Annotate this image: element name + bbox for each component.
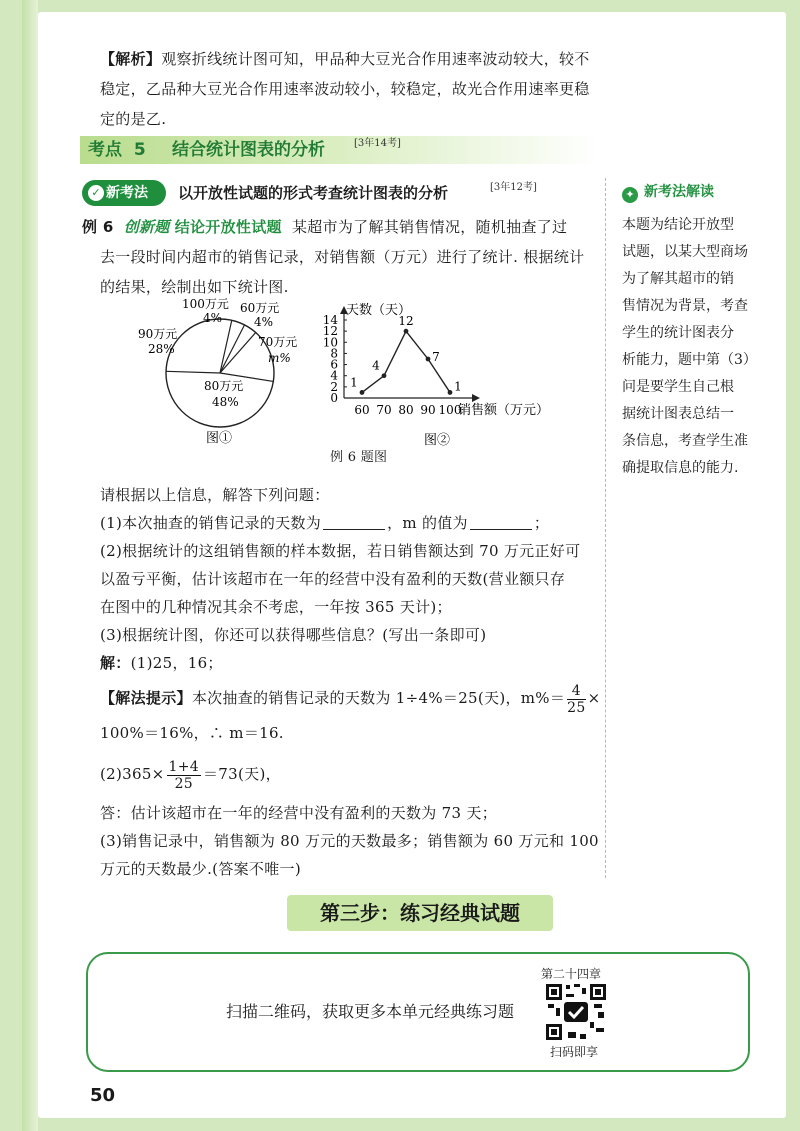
qr-scan-label: 扫码即享 <box>550 1045 599 1059</box>
fraction: $\frac{4}{25}$ <box>567 682 586 716</box>
answer-blank[interactable] <box>323 514 385 530</box>
sidebar-line: 本题为结论开放型 <box>622 217 734 233</box>
x-axis-arrow <box>472 394 480 402</box>
y-tick-label: 14 <box>322 313 338 327</box>
line-point-label: 1 <box>350 375 358 390</box>
check-badge-icon: ✓ <box>88 185 104 201</box>
y-tick-label: 12 <box>322 324 338 339</box>
question-2-line-3: 在图中的几种情况其余不考虑，一年按 365 天计)； <box>100 598 452 616</box>
line-xlabel: 销售额（万元） <box>458 403 550 418</box>
pie-label-100: 100万元 <box>182 297 229 311</box>
example-line-2: 去一段时间内超市的销售记录，对销售额（万元）进行了统计. 根据统计 <box>100 248 585 266</box>
sidebar-text <box>622 212 762 482</box>
pie-value-80: 48% <box>212 395 239 409</box>
line-ylabel: 天数（天） <box>346 303 412 318</box>
new-method-title: 以开放性试题的形式考查统计图表的分析 <box>178 184 449 202</box>
line-point <box>360 390 365 395</box>
sidebar-line: 试题，以某大型商场 <box>622 244 748 260</box>
pie-value-70: m% <box>268 351 291 365</box>
sidebar-line: 析能力，题中第（3） <box>622 352 757 368</box>
x-tick-label: 90 <box>420 403 436 417</box>
sidebar-line: 确提取信息的能力. <box>622 460 739 476</box>
analysis-line-3: 定的是乙. <box>100 110 167 128</box>
sidebar-line: 学生的统计图表分 <box>622 325 734 341</box>
new-method-note: [3年12考] <box>490 182 537 193</box>
question-3: (3)根据统计图，你还可以获得哪些信息？(写出一条即可) <box>100 626 487 644</box>
pie-label-60: 60万元 <box>240 301 280 315</box>
pie-slice-boundary <box>166 371 220 373</box>
y-tick-label: 0 <box>330 391 338 405</box>
pie-label-80: 80万元 <box>204 379 244 393</box>
pie-value-90: 28% <box>148 342 175 356</box>
kaodian-header-bar <box>80 136 600 164</box>
page-number: 50 <box>90 1085 116 1106</box>
example-tag-open: 结论开放性试题 <box>174 218 282 236</box>
line-caption: 图② <box>424 433 451 448</box>
line-point-label: 4 <box>372 358 380 373</box>
pie-value-60: 4% <box>254 315 274 329</box>
solution-hint-line-2: 100%＝16%，∴ m＝16. <box>100 724 284 742</box>
line-point-label: 7 <box>432 350 440 364</box>
pie-chart <box>130 296 310 448</box>
qr-panel-text: 扫描二维码，获取更多本单元经典练习题 <box>226 1002 515 1021</box>
line-chart-series <box>350 314 462 395</box>
y-tick-label: 8 <box>330 346 338 361</box>
solution-2: (2)365× $\frac{1+4}{25}$ ＝73(天)， <box>100 758 281 792</box>
x-tick-label: 100 <box>438 403 462 417</box>
kaodian-title: 结合统计图表的分析 <box>172 140 325 160</box>
pie-value-100: 4% <box>203 311 223 325</box>
sidebar-line: 为了解其超市的销 <box>622 271 734 287</box>
sidebar-title: ✦ 新考法解读 <box>622 181 714 203</box>
answer-blank[interactable] <box>470 514 532 530</box>
sidebar-line: 条信息，考查学生准 <box>622 433 748 449</box>
example-tag-innovative: 创新题 <box>123 218 170 236</box>
line-point <box>448 390 453 395</box>
solution-1: 解：(1)25，16； <box>100 654 223 672</box>
page-binding-edge <box>22 0 38 1131</box>
analysis-line-2: 稳定，乙品种大豆光合作用速率波动较小，较稳定，故光合作用速率更稳 <box>100 80 590 98</box>
solution-3-line-2: 万元的天数最少.(答案不唯一) <box>100 860 301 878</box>
sidebar-line: 问是要学生自己根 <box>622 379 734 395</box>
sidebar-line: 据统计图表总结一 <box>622 406 734 422</box>
y-tick-label: 6 <box>330 357 338 372</box>
example-label: 例 6 <box>82 218 114 236</box>
line-point-label: 1 <box>454 379 462 394</box>
kaodian-note: [3年14考] <box>354 138 401 149</box>
new-method-badge: ✓ 新考法 <box>82 180 166 206</box>
x-tick-label: 70 <box>376 403 392 417</box>
x-tick-label: 60 <box>354 403 370 417</box>
line-point <box>404 329 409 334</box>
line-point-label: 12 <box>398 314 414 329</box>
pie-label-70: 70万元 <box>258 335 298 349</box>
example-line-3: 的结果，绘制出如下统计图. <box>100 278 289 296</box>
question-2-line-2: 以盈亏平衡，估计该超市在一年的经营中没有盈利的天数(营业额只存 <box>100 570 566 588</box>
x-tick-label: 80 <box>398 403 414 417</box>
line-point <box>382 373 387 378</box>
qr-chapter-label: 第二十四章 <box>541 967 602 981</box>
question-2-line-1: (2)根据统计的这组销售额的样本数据，若日销售额达到 70 万元正好可 <box>100 542 581 560</box>
solution-hint: 【解法提示】本次抽查的销售记录的天数为 1÷4%＝25(天)，m%＝ $\frac{4}{25}$ × <box>100 682 601 716</box>
solution-answer: 答：估计该超市在一年的经营中没有盈利的天数为 73 天； <box>100 804 498 822</box>
pie-slice-boundary <box>220 320 232 373</box>
sidebar-line: 售情况为背景，考查 <box>622 298 748 314</box>
y-tick-label: 2 <box>330 379 338 394</box>
step3-banner: 第三步：练习经典试题 <box>287 895 553 931</box>
fraction: $\frac{1+4}{25}$ <box>168 758 199 792</box>
question-1: (1)本次抽查的销售记录的天数为 ，m 的值为 ； <box>100 514 550 532</box>
pie-caption: 图① <box>206 431 233 446</box>
figure-caption: 例 6 题图 <box>330 450 388 465</box>
y-tick-label: 10 <box>322 335 338 350</box>
line-chart <box>318 302 580 448</box>
pie-label-90: 90万元 <box>138 327 178 341</box>
sidebar-divider <box>605 178 606 878</box>
lightbulb-icon: ✦ <box>622 187 638 203</box>
analysis-line-1: 【解析】观察折线统计图可知，甲品种大豆光合作用速率波动较大，较不 <box>100 50 590 68</box>
question-intro: 请根据以上信息，解答下列问题： <box>100 486 330 504</box>
solution-3-line-1: (3)销售记录中，销售额为 80 万元的天数最多；销售额为 60 万元和 100 <box>100 832 599 850</box>
kaodian-label: 考点 5 <box>88 140 146 160</box>
y-tick-label: 4 <box>330 368 338 383</box>
example-line-1: 例 6 创新题 结论开放性试题 某超市为了解其销售情况，随机抽查了过 <box>82 218 568 236</box>
qr-code-icon[interactable] <box>544 982 608 1042</box>
line-point <box>426 357 431 362</box>
